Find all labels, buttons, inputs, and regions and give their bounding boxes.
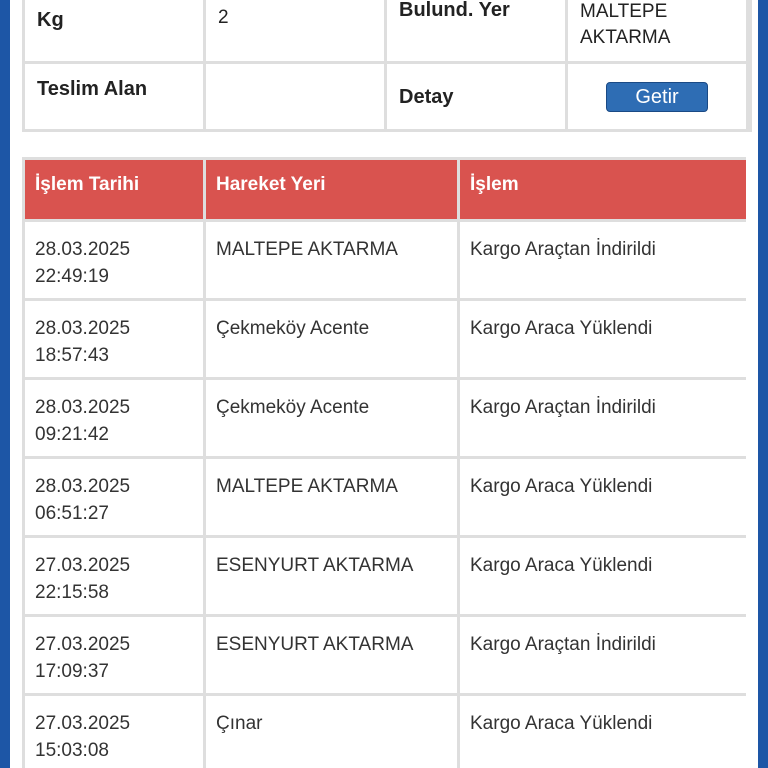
location-value-line1: MALTEPE [580,1,668,22]
row-place: Çekmeköy Acente [206,301,457,377]
recipient-label: Teslim Alan [25,64,203,129]
row-date: 28.03.2025 [35,476,131,497]
row-place: MALTEPE AKTARMA [206,222,457,298]
row-time: 17:09:37 [35,661,109,682]
header-islem-tarihi: İşlem Tarihi [25,160,203,219]
row-date: 28.03.2025 [35,397,131,418]
location-value-line2: AKTARMA [580,27,671,48]
row-action: Kargo Araca Yüklendi [460,459,746,535]
row-date: 27.03.2025 [35,713,131,734]
row-place: MALTEPE AKTARMA [206,459,457,535]
row-place: ESENYURT AKTARMA [206,538,457,614]
getir-button[interactable]: Getir [606,82,708,112]
row-place: Çınar [206,696,457,768]
location-value [568,0,746,61]
shipment-info-table [22,0,752,132]
row-time: 06:51:27 [35,503,109,524]
row-place: Çekmeköy Acente [206,380,457,456]
header-islem: İşlem [460,160,746,219]
kg-value: 2 [206,0,384,61]
row-action: Kargo Araçtan İndirildi [460,380,746,456]
row-time: 09:21:42 [35,424,109,445]
row-date: 28.03.2025 [35,318,131,339]
row-datetime [25,538,203,614]
detail-button-cell [568,64,746,129]
location-label: Bulund. Yer [387,0,565,61]
page [10,0,758,768]
row-datetime [25,301,203,377]
row-time: 22:15:58 [35,582,109,603]
movements-table [22,157,746,768]
row-time: 18:57:43 [35,345,109,366]
row-action: Kargo Araçtan İndirildi [460,222,746,298]
row-action: Kargo Araca Yüklendi [460,538,746,614]
row-place: ESENYURT AKTARMA [206,617,457,693]
row-date: 27.03.2025 [35,634,131,655]
row-date: 28.03.2025 [35,239,131,260]
row-date: 27.03.2025 [35,555,131,576]
row-action: Kargo Araçtan İndirildi [460,617,746,693]
kg-label: Kg [25,0,203,61]
recipient-value [206,64,384,129]
row-action: Kargo Araca Yüklendi [460,696,746,768]
header-hareket-yeri: Hareket Yeri [206,160,457,219]
detail-label: Detay [387,64,565,129]
row-time: 15:03:08 [35,740,109,761]
row-time: 22:49:19 [35,266,109,287]
row-datetime [25,696,203,768]
row-action: Kargo Araca Yüklendi [460,301,746,377]
row-datetime [25,380,203,456]
row-datetime [25,459,203,535]
row-datetime [25,222,203,298]
row-datetime [25,617,203,693]
